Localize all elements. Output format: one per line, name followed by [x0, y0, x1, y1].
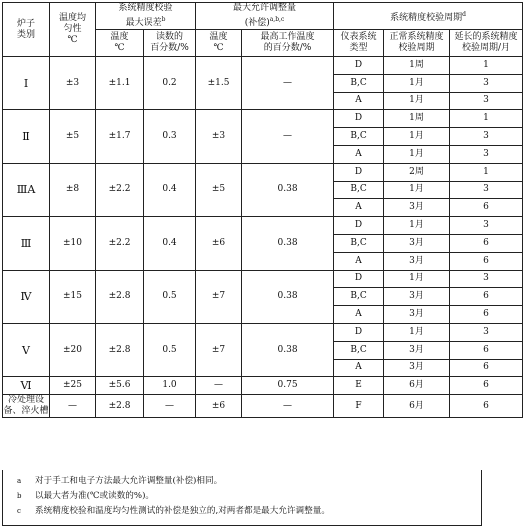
accuracy-temp-cell: ±1.1 [96, 57, 144, 110]
instrument-type-cell: A [334, 306, 384, 324]
extended-period-cell: 3 [450, 128, 523, 146]
instrument-type-cell: E [334, 377, 384, 395]
instrument-type-cell: D [334, 217, 384, 235]
offset-pct-cell: — [242, 57, 334, 110]
accuracy-temp-cell: ±2.2 [96, 163, 144, 216]
header-row-1 [3, 3, 523, 30]
extended-period-cell: 6 [450, 288, 523, 306]
extended-period-cell: 3 [450, 217, 523, 235]
furnace-calibration-table [2, 2, 523, 418]
offset-pct-cell: 0.38 [242, 217, 334, 270]
extended-period-cell: 6 [450, 377, 523, 395]
instrument-type-cell: F [334, 395, 384, 418]
normal-period-cell: 3月 [384, 359, 450, 377]
uniformity-cell: — [50, 395, 96, 418]
header-instr-type: 仪表系统 类型 [334, 30, 384, 57]
offset-temp-cell: ±7 [196, 323, 242, 376]
table-row [3, 217, 523, 235]
accuracy-pct-cell: 0.5 [144, 323, 196, 376]
normal-period-cell: 1月 [384, 128, 450, 146]
accuracy-pct-cell: — [144, 395, 196, 418]
accuracy-pct-cell: 0.2 [144, 57, 196, 110]
furnace-class-cell: Ⅵ [3, 377, 50, 395]
uniformity-cell: ±10 [50, 217, 96, 270]
normal-period-cell: 1月 [384, 181, 450, 199]
extended-period-cell: 1 [450, 57, 523, 75]
extended-period-cell: 3 [450, 74, 523, 92]
extended-period-cell: 3 [450, 323, 523, 341]
extended-period-cell: 3 [450, 181, 523, 199]
uniformity-cell: ±20 [50, 323, 96, 376]
instrument-type-cell: A [334, 359, 384, 377]
normal-period-cell: 1月 [384, 145, 450, 163]
table-notes [2, 470, 482, 526]
instrument-type-cell: D [334, 163, 384, 181]
offset-pct-cell: — [242, 110, 334, 163]
extended-period-cell: 6 [450, 341, 523, 359]
uniformity-cell: ±8 [50, 163, 96, 216]
offset-temp-cell: ±3 [196, 110, 242, 163]
header-acc-reading-pct: 读数的 百分数/% [144, 30, 196, 57]
extended-period-cell: 6 [450, 234, 523, 252]
table-row [3, 323, 523, 341]
accuracy-temp-cell: ±1.7 [96, 110, 144, 163]
header-acc-temp: 温度 ℃ [96, 30, 144, 57]
extended-period-cell: 1 [450, 163, 523, 181]
offset-temp-cell: ±7 [196, 270, 242, 323]
normal-period-cell: 2周 [384, 163, 450, 181]
normal-period-cell: 3月 [384, 306, 450, 324]
accuracy-temp-cell: ±2.8 [96, 323, 144, 376]
furnace-class-cell: Ⅰ [3, 57, 50, 110]
table-body [3, 57, 523, 418]
normal-period-cell: 3月 [384, 234, 450, 252]
normal-period-cell: 1周 [384, 57, 450, 75]
header-uniformity: 温度均 匀性 ℃ [50, 3, 96, 57]
offset-temp-cell: ±1.5 [196, 57, 242, 110]
uniformity-cell: ±5 [50, 110, 96, 163]
extended-period-cell: 6 [450, 395, 523, 418]
note-b: b 以最大者为准(℃或读数的%)。 [17, 491, 155, 501]
normal-period-cell: 1月 [384, 217, 450, 235]
extended-period-cell: 3 [450, 270, 523, 288]
table-row [3, 110, 523, 128]
instrument-type-cell: D [334, 323, 384, 341]
note-a: a 对于手工和电子方法最大允许调整量(补偿)相同。 [17, 476, 223, 486]
table-row [3, 377, 523, 395]
extended-period-cell: 1 [450, 110, 523, 128]
extended-period-cell: 6 [450, 252, 523, 270]
table-row [3, 395, 523, 418]
accuracy-temp-cell: ±2.8 [96, 395, 144, 418]
table-row [3, 163, 523, 181]
accuracy-pct-cell: 0.4 [144, 163, 196, 216]
furnace-class-cell: ⅢA [3, 163, 50, 216]
accuracy-temp-cell: ±5.6 [96, 377, 144, 395]
offset-pct-cell: 0.38 [242, 163, 334, 216]
offset-pct-cell: 0.38 [242, 323, 334, 376]
normal-period-cell: 3月 [384, 199, 450, 217]
normal-period-cell: 3月 [384, 341, 450, 359]
normal-period-cell: 1月 [384, 323, 450, 341]
accuracy-pct-cell: 1.0 [144, 377, 196, 395]
header-offset-max-temp-pct: 最高工作温度 的百分数/% [242, 30, 334, 57]
table-row [3, 57, 523, 75]
extended-period-cell: 6 [450, 359, 523, 377]
uniformity-cell: ±25 [50, 377, 96, 395]
instrument-type-cell: B,C [334, 74, 384, 92]
extended-period-cell: 6 [450, 306, 523, 324]
note-c: c 系统精度校验和温度均匀性测试的补偿是独立的,对两者都是最大允许调整量。 [17, 506, 330, 516]
instrument-type-cell: B,C [334, 234, 384, 252]
uniformity-cell: ±3 [50, 57, 96, 110]
instrument-type-cell: A [334, 92, 384, 110]
furnace-class-cell: Ⅲ [3, 217, 50, 270]
table-row [3, 270, 523, 288]
furnace-class-cell: Ⅳ [3, 270, 50, 323]
instrument-type-cell: B,C [334, 288, 384, 306]
header-furnace-class: 炉子 类别 [3, 3, 50, 57]
instrument-type-cell: B,C [334, 341, 384, 359]
accuracy-temp-cell: ±2.2 [96, 217, 144, 270]
extended-period-cell: 6 [450, 199, 523, 217]
normal-period-cell: 3月 [384, 288, 450, 306]
header-offset-temp: 温度 ℃ [196, 30, 242, 57]
normal-period-cell: 1月 [384, 74, 450, 92]
extended-period-cell: 3 [450, 92, 523, 110]
normal-period-cell: 3月 [384, 252, 450, 270]
instrument-type-cell: A [334, 145, 384, 163]
offset-temp-cell: ±6 [196, 217, 242, 270]
offset-temp-cell: ±6 [196, 395, 242, 418]
uniformity-cell: ±15 [50, 270, 96, 323]
accuracy-pct-cell: 0.5 [144, 270, 196, 323]
instrument-type-cell: D [334, 57, 384, 75]
header-max-offset: 最大允许调整量 (补偿)$^{a,b,c}$ [196, 3, 334, 30]
instrument-type-cell: D [334, 110, 384, 128]
accuracy-pct-cell: 0.4 [144, 217, 196, 270]
furnace-class-cell: 冷处理设 备、淬火槽 [3, 395, 49, 417]
normal-period-cell: 6月 [384, 395, 450, 418]
normal-period-cell: 1月 [384, 92, 450, 110]
offset-temp-cell: ±5 [196, 163, 242, 216]
accuracy-pct-cell: 0.3 [144, 110, 196, 163]
normal-period-cell: 1月 [384, 270, 450, 288]
normal-period-cell: 6月 [384, 377, 450, 395]
extended-period-cell: 3 [450, 145, 523, 163]
offset-pct-cell: 0.75 [242, 377, 334, 395]
normal-period-cell: 1周 [384, 110, 450, 128]
offset-temp-cell: — [196, 377, 242, 395]
header-extended-period: 延长的系统精度 校验周期/月 [450, 30, 523, 57]
furnace-class-cell: Ⅴ [3, 323, 50, 376]
offset-pct-cell: — [242, 395, 334, 418]
instrument-type-cell: A [334, 199, 384, 217]
instrument-type-cell: D [334, 270, 384, 288]
instrument-type-cell: B,C [334, 181, 384, 199]
header-calib-period: 系统精度校验周期$^d$ [334, 3, 523, 30]
header-normal-period: 正常系统精度 校验周期 [384, 30, 450, 57]
offset-pct-cell: 0.38 [242, 270, 334, 323]
calibration-table-container [2, 2, 518, 418]
instrument-type-cell: B,C [334, 128, 384, 146]
header-sys-accuracy: 系统精度校验 最大误差$^b$ [96, 3, 196, 30]
furnace-class-cell: Ⅱ [3, 110, 50, 163]
instrument-type-cell: A [334, 252, 384, 270]
accuracy-temp-cell: ±2.8 [96, 270, 144, 323]
